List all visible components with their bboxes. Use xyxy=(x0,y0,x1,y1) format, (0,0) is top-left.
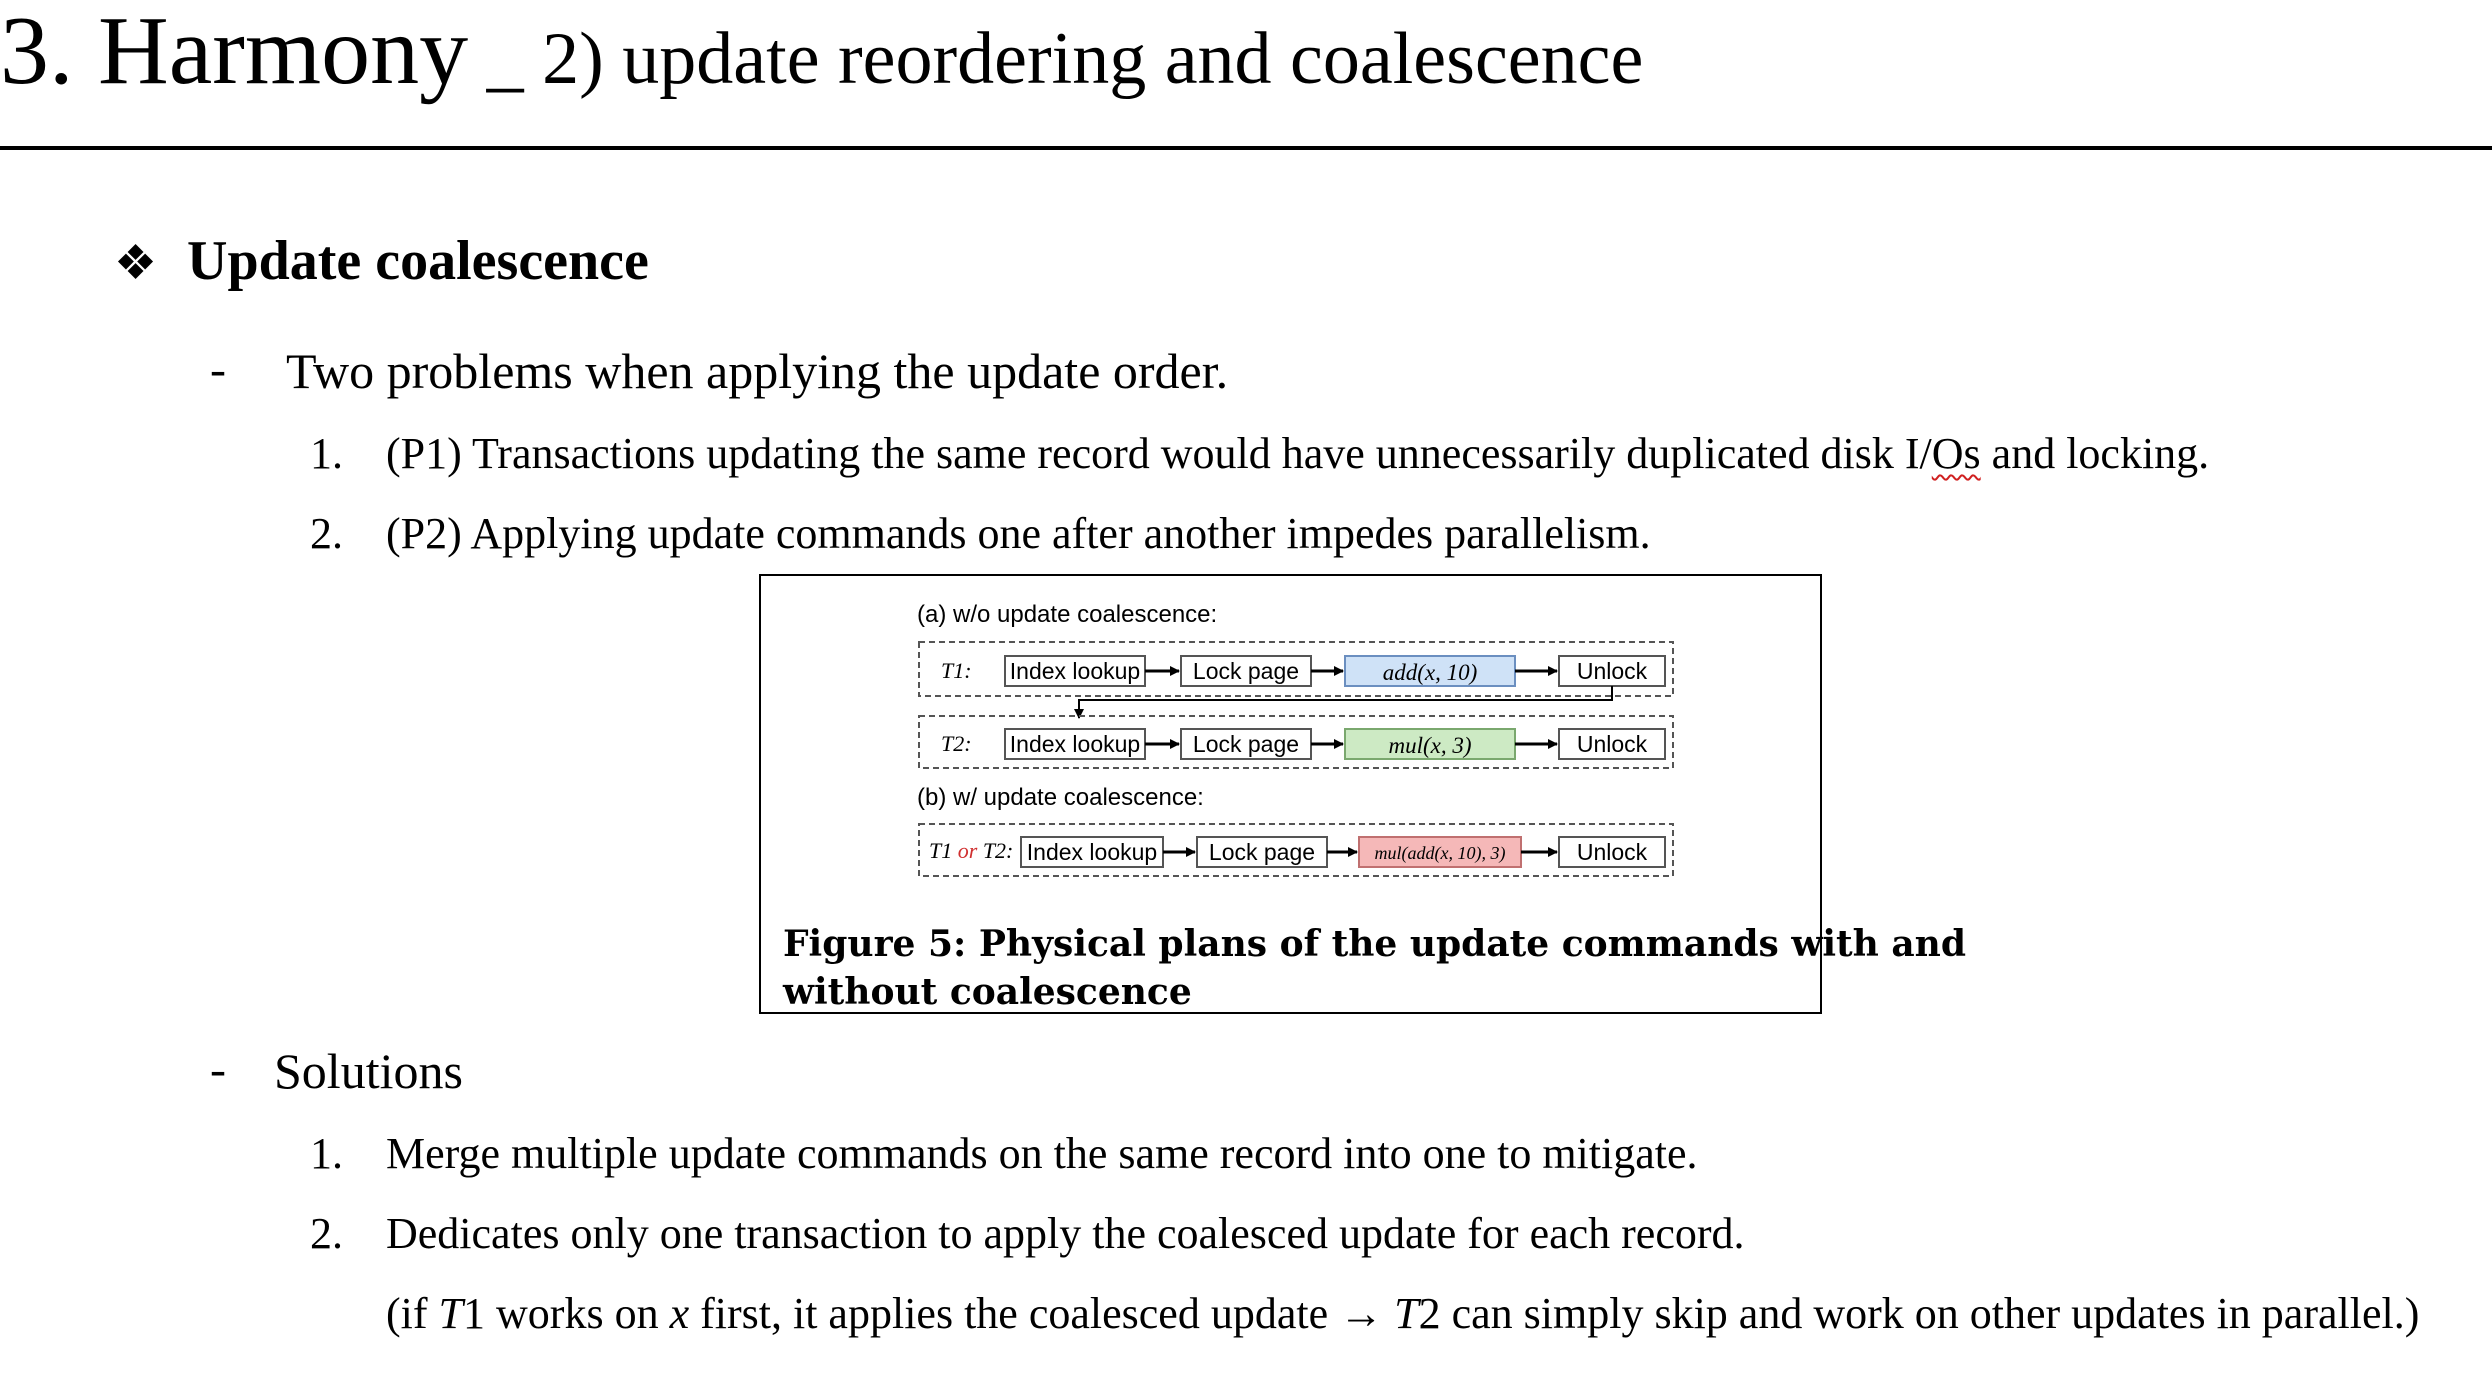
t1-unlock-text: Unlock xyxy=(1576,658,1648,684)
title-divider xyxy=(0,146,2492,150)
t2-lock-page-text: Lock page xyxy=(1192,731,1300,757)
t2-mul-op-text: mul(x, 3) xyxy=(1388,733,1472,758)
note-x-var: x xyxy=(669,1289,690,1338)
figure-caption-line-2: without coalescence xyxy=(783,971,1192,1013)
problem-1-text xyxy=(386,429,2210,478)
merged-unlock-text: Unlock xyxy=(1576,839,1648,865)
section-heading xyxy=(114,230,649,292)
problem-1-number: 1. xyxy=(310,429,343,478)
figure-5 xyxy=(759,574,1967,1014)
problem-2-number: 2. xyxy=(310,509,343,558)
solutions-text: Solutions xyxy=(274,1043,463,1099)
figure-section-a-label: (a) w/o update coalescence: xyxy=(917,601,1218,628)
merged-op-text: mul(add(x, 10), 3) xyxy=(1374,843,1506,863)
t1-to-t2-dependency-arrow xyxy=(1079,686,1612,718)
right-arrow-icon: → xyxy=(1339,1289,1384,1338)
problem-2-text: (P2) Applying update commands one after another impedes parallelism. xyxy=(386,509,1651,558)
problem-1-text-a: (P1) Transactions updating the same record would have unnecessarily duplicated disk I/ xyxy=(386,429,1932,478)
t1-lock-page-text: Lock page xyxy=(1192,658,1300,684)
row-t1-label: T1: xyxy=(941,658,972,683)
solutions-bullet: - xyxy=(210,1043,226,1096)
solution-1-text: Merge multiple update commands on the same record into one to mitigate. xyxy=(386,1129,1698,1178)
note-part-4: can simply skip and work on other updates in parallel.) xyxy=(1440,1289,2420,1338)
note-part-2: works on xyxy=(485,1289,670,1338)
note-t2-var: T xyxy=(1383,1289,1419,1338)
problem-1-text-b: and locking. xyxy=(1980,429,2210,478)
slide-title-main: 3. Harmony xyxy=(0,0,469,105)
note-t1-var: T xyxy=(438,1289,464,1338)
slide-title-sub: _ 2) update reordering and coalescence xyxy=(468,18,1644,100)
note-part-1: (if xyxy=(386,1289,439,1338)
note-t2-num: 2 xyxy=(1418,1289,1441,1338)
four-diamond-bullet-icon: ❖ xyxy=(114,237,158,290)
merged-lock-page-text: Lock page xyxy=(1208,839,1316,865)
slide-title xyxy=(0,0,1644,105)
solution-1-number: 1. xyxy=(310,1129,343,1178)
problems-text: Two problems when applying the update order. xyxy=(286,343,1229,399)
problem-1-spellcheck-word: Os xyxy=(1931,429,1981,478)
solution-2-number: 2. xyxy=(310,1209,343,1258)
t1-index-lookup-text: Index lookup xyxy=(1009,658,1141,684)
t2-index-lookup-text: Index lookup xyxy=(1009,731,1141,757)
row-t2-label: T2: xyxy=(941,731,972,756)
row-merged-label: T1 or T2: xyxy=(929,838,1014,863)
problems-bullet: - xyxy=(210,343,226,396)
t1-add-op-text: add(x, 10) xyxy=(1382,660,1478,685)
note-t1-num: 1 xyxy=(463,1289,486,1338)
note-part-3: first, it applies the coalesced update xyxy=(689,1289,1340,1338)
merged-index-lookup-text: Index lookup xyxy=(1026,839,1158,865)
section-heading-text: Update coalescence xyxy=(187,230,649,292)
t2-unlock-text: Unlock xyxy=(1576,731,1648,757)
solution-2-text: Dedicates only one transaction to apply the coalesced update for each record. xyxy=(386,1209,1745,1258)
figure-caption-line-1: Figure 5: Physical plans of the update commands with and xyxy=(783,923,1967,965)
figure-section-b-label: (b) w/ update coalescence: xyxy=(917,784,1204,811)
solution-note xyxy=(386,1289,2420,1338)
figure-caption xyxy=(783,920,1966,1016)
